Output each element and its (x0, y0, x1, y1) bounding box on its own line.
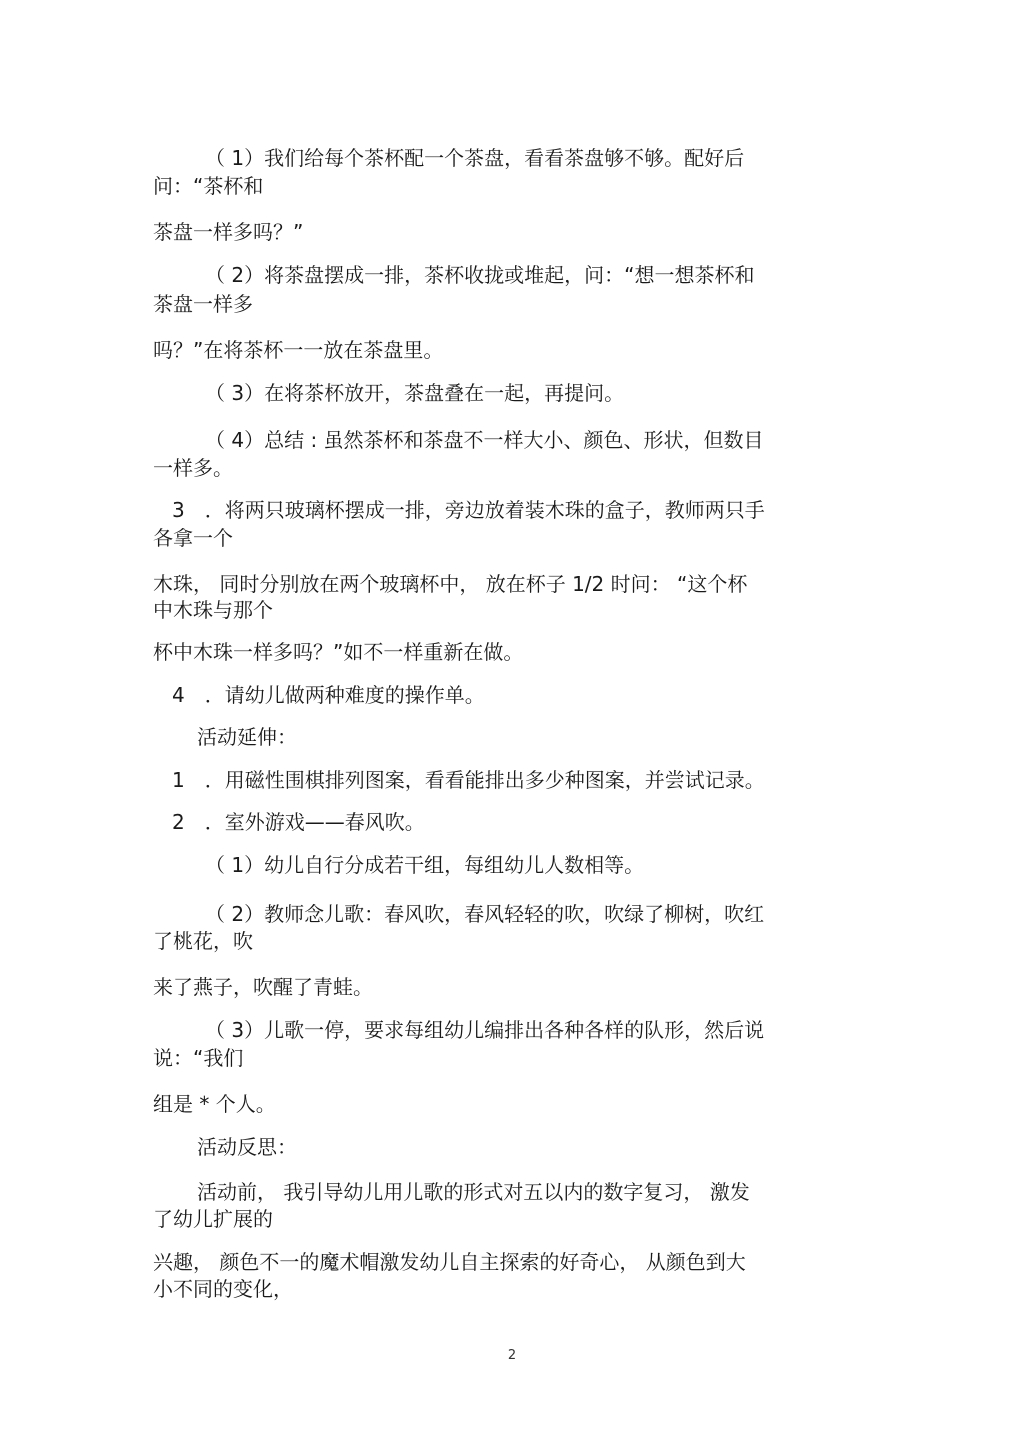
text-line: 茶盘一样多吗？” (153, 220, 304, 244)
text-line: （ 2）将茶盘摆成一排，茶杯收拢或堆起，问：“想一想茶杯和 (205, 263, 755, 287)
text-line: 吗？”在将茶杯一一放在茶盘里。 (153, 338, 444, 362)
text-line: 了幼儿扩展的 (153, 1207, 273, 1231)
text-line: （ 1）幼儿自行分成若干组，每组幼儿人数相等。 (205, 853, 645, 877)
text-line: 各拿一个 (153, 526, 233, 550)
text-line: 活动前， 我引导幼儿用儿歌的形式对五以内的数字复习， 激发 (197, 1180, 750, 1204)
text-line: （ 3）儿歌一停，要求每组幼儿编排出各种各样的队形，然后说 (205, 1018, 765, 1042)
text-line: 了桃花，吹 (153, 929, 253, 953)
text-line: 杯中木珠一样多吗？”如不一样重新在做。 (153, 640, 524, 664)
text-line: 4 ．请幼儿做两种难度的操作单。 (172, 683, 485, 707)
text-line: 来了燕子，吹醒了青蛙。 (153, 975, 373, 999)
text-line: 问：“茶杯和 (153, 174, 264, 198)
text-line: 1 ．用磁性围棋排列图案，看看能排出多少种图案，并尝试记录。 (172, 768, 765, 792)
text-line: 中木珠与那个 (153, 598, 273, 622)
section-heading: 活动延伸： (197, 725, 297, 749)
section-heading: 活动反思： (197, 1135, 297, 1159)
text-line: 木珠， 同时分别放在两个玻璃杯中， 放在杯子 1/2 时问： “这个杯 (153, 572, 748, 596)
text-line: 兴趣， 颜色不一的魔术帽激发幼儿自主探索的好奇心， 从颜色到大 (153, 1250, 746, 1274)
text-line: 小不同的变化， (153, 1277, 293, 1301)
text-line: 组是 * 个人。 (153, 1092, 276, 1116)
text-line: （ 1）我们给每个茶杯配一个茶盘，看看茶盘够不够。配好后 (205, 146, 745, 170)
text-line: （ 4）总结 : 虽然茶杯和茶盘不一样大小、颜色、形状，但数目 (205, 428, 764, 452)
text-line: 2 ．室外游戏——春风吹。 (172, 810, 425, 834)
page-number: 2 (507, 1348, 517, 1363)
text-line: 茶盘一样多 (153, 292, 253, 316)
text-line: 说：“我们 (153, 1046, 244, 1070)
text-line: （ 3）在将茶杯放开，茶盘叠在一起，再提问。 (205, 381, 625, 405)
text-line: 一样多。 (153, 456, 233, 480)
text-line: （ 2）教师念儿歌：春风吹，春风轻轻的吹，吹绿了柳树，吹红 (205, 902, 765, 926)
text-line: 3 ．将两只玻璃杯摆成一排，旁边放着装木珠的盒子，教师两只手 (172, 498, 765, 522)
